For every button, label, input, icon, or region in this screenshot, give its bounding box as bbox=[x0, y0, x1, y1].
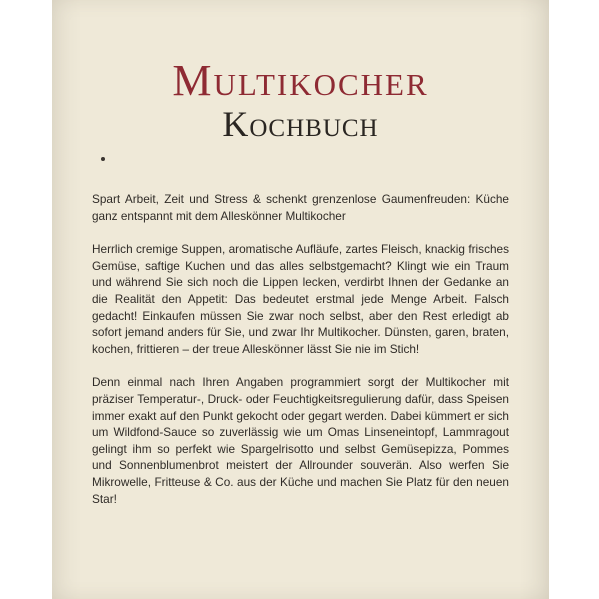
blurb-text bbox=[92, 191, 509, 524]
blurb-paragraph-1: Spart Arbeit, Zeit und Stress & schenkt grenzenlose Gaumenfreuden: Küche ganz entspannt mit dem Alleskönner Multikocher bbox=[92, 192, 509, 223]
blurb-paragraph-2: Herrlich cremige Suppen, aromatische Aufläufe, zartes Fleisch, knackig frisches Gemüse, saftige Kuchen und das alles selbstgemacht? Klingt wie ein Traum und während Sie sich noch die Lippen lecken, verdirbt Ihnen der Gedanke an die Realität den Appetit: Das bedeutet erstmal jede Menge Arbeit. Falsch gedacht! Einkaufen müssen Sie zwar noch selbst, aber den Rest erledigt ab sofort jemand anders für Sie, und zwar Ihr Multikocher. Dünsten, garen, braten, kochen, frittieren – der treue Alleskönner lässt Sie nie im Stich! bbox=[92, 242, 509, 356]
book-back-cover bbox=[52, 0, 549, 599]
book-subtitle: Kochbuch bbox=[222, 104, 379, 144]
blurb-paragraph-3: Denn einmal nach Ihren Angaben programmiert sorgt der Multikocher mit präziser Temperatur-, Druck- oder Feuchtigkeitsregulierung dafür, dass Speisen immer exakt auf den Punkt gekocht oder gegart werden. Dabei kümmert er sich um Wildfond-Sauce so zuverlässig wie um Omas Linseneintopf, Lammragout gelingt ihm so perfekt wie Spargelrisotto und selbst Gemüsepizza, Pommes und Sonnenblumenbrot meistert der Allrounder souverän. Also werfen Sie Mikrowelle, Fritteuse & Co. aus der Küche und machen Sie Platz für den neuen Star! bbox=[92, 375, 509, 506]
book-title: Multikocher bbox=[172, 56, 429, 105]
print-mark bbox=[101, 157, 105, 161]
